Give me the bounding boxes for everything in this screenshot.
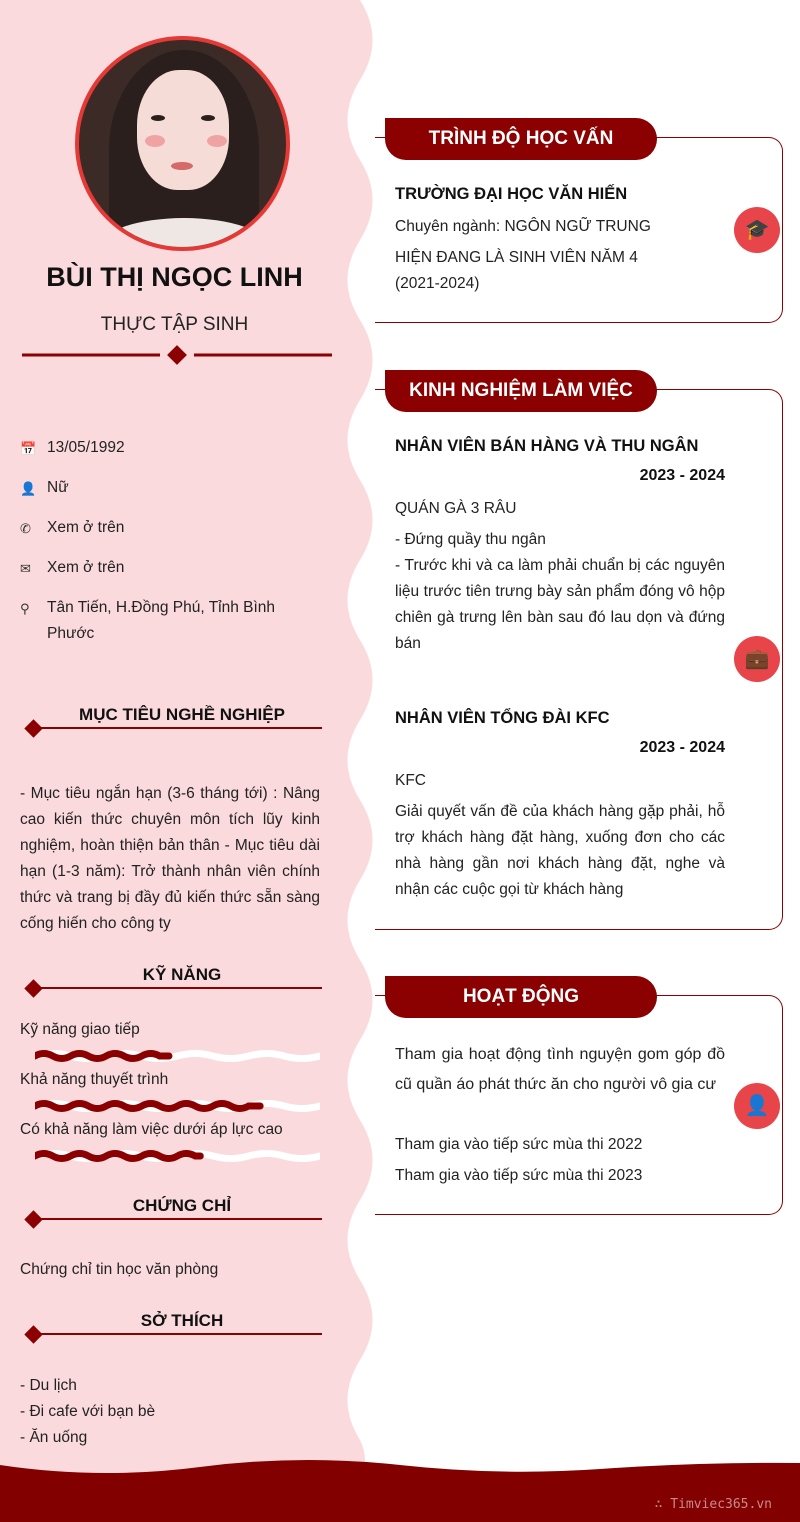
- education-detail: HIỆN ĐANG LÀ SINH VIÊN NĂM 4 (2021-2024): [395, 249, 638, 292]
- job-company: QUÁN GÀ 3 RÂU: [395, 500, 517, 517]
- education-heading: TRÌNH ĐỘ HỌC VẤN: [385, 118, 657, 160]
- name-divider: [22, 345, 332, 365]
- email-icon: ✉: [20, 561, 31, 576]
- activities-heading: HOẠT ĐỘNG: [385, 976, 657, 1018]
- school-name: TRƯỜNG ĐẠI HỌC VĂN HIẾN: [395, 185, 628, 203]
- skill-label: Có khả năng làm việc dưới áp lực cao: [20, 1121, 283, 1138]
- user-icon: 👤: [20, 481, 37, 496]
- activity-item: Tham gia hoạt động tình nguyện gom góp đồ cũ quần áo phát thức ăn cho người vô gia cư: [395, 1046, 725, 1093]
- job-years: 2023 - 2024: [639, 467, 725, 484]
- job-position: NHÂN VIÊN BÁN HÀNG VÀ THU NGÂN: [395, 437, 699, 455]
- section-title: KỸ NĂNG: [142, 965, 222, 984]
- candidate-name: BÙI THỊ NGỌC LINH: [46, 262, 303, 292]
- activity-item: Tham gia vào tiếp sức mùa thi 2022: [395, 1136, 643, 1153]
- contact-gender: [20, 475, 320, 502]
- job-years: 2023 - 2024: [639, 739, 725, 756]
- experience-heading: KINH NGHIỆM LÀM VIỆC: [385, 370, 657, 412]
- contact-text: Tân Tiến, H.Đồng Phú, Tỉnh Bình Phước: [47, 599, 276, 642]
- job-duty: Giải quyết vấn đề của khách hàng gặp phải, hỗ trợ khách hàng đặt hàng, xuống đơn cho các nhà hàng gần nơi khách hàng đặt, nghe và nhận các cuộc gọi từ khách hàng: [395, 803, 725, 898]
- candidate-title: THỰC TẬP SINH: [100, 314, 249, 335]
- contact-text: Nữ: [47, 479, 69, 496]
- contact-text: Xem ở trên: [47, 559, 125, 576]
- phone-icon: ✆: [20, 521, 31, 536]
- certificate-text: Chứng chỉ tin học văn phòng: [20, 1261, 219, 1278]
- section-title: MỤC TIÊU NGHỀ NGHIỆP: [79, 705, 285, 724]
- skill-label: Khả năng thuyết trình: [20, 1071, 169, 1088]
- hobby-item: - Du lịch: [20, 1377, 77, 1394]
- footer-brand: ∴ Timviec365.vn: [654, 1497, 772, 1512]
- contact-email: [20, 555, 320, 582]
- hobby-item: - Đi cafe với bạn bè: [20, 1403, 156, 1420]
- objective-text: - Mục tiêu ngắn hạn (3-6 tháng tới) : Nâng cao kiến thức chuyên môn tích lũy kinh nghiệm, hoàn thiện bản thân - Mục tiêu dài hạn (1-3 năm): Trở thành nhân viên chính thức và trang bị đầy đủ kiến thức sẵn sàng cống hiến cho công ty: [20, 785, 320, 932]
- graduation-cap-icon: 🎓: [734, 207, 780, 253]
- skills-heading: [22, 965, 322, 993]
- avatar: [75, 36, 290, 251]
- contact-text: Xem ở trên: [47, 519, 125, 536]
- job-company: KFC: [395, 772, 426, 789]
- job-duty: - Trước khi và ca làm phải chuẩn bị các nguyên liệu trước tiên trưng bày sản phẩm đóng vô hộp chiên gà trưng lên bàn sau đó lau dọn và đứng bán: [395, 557, 725, 652]
- hobbies-heading: [22, 1311, 322, 1339]
- contact-birthday: [20, 435, 320, 462]
- skill-label: Kỹ năng giao tiếp: [20, 1021, 140, 1038]
- certificates-heading: [22, 1196, 322, 1224]
- contact-address: [20, 595, 320, 647]
- job-position: NHÂN VIÊN TỔNG ĐÀI KFC: [395, 709, 610, 727]
- skill-bar: [35, 1049, 320, 1063]
- job-duty: - Đứng quầy thu ngân: [395, 531, 546, 548]
- section-title: CHỨNG CHỈ: [132, 1196, 232, 1215]
- skill-bar: [35, 1149, 320, 1163]
- education-major: Chuyên ngành: NGÔN NGỮ TRUNG: [395, 218, 651, 235]
- section-title: SỞ THÍCH: [140, 1311, 224, 1330]
- briefcase-icon: 💼: [734, 636, 780, 682]
- activity-item: Tham gia vào tiếp sức mùa thi 2023: [395, 1167, 643, 1184]
- calendar-icon: 📅: [20, 441, 37, 456]
- contact-phone: [20, 515, 320, 542]
- skill-bar: [35, 1099, 320, 1113]
- location-icon: ⚲: [20, 601, 30, 616]
- objective-heading: [22, 705, 322, 733]
- hobby-item: - Ăn uống: [20, 1429, 88, 1446]
- person-icon: 👤: [734, 1083, 780, 1129]
- contact-text: 13/05/1992: [47, 439, 125, 456]
